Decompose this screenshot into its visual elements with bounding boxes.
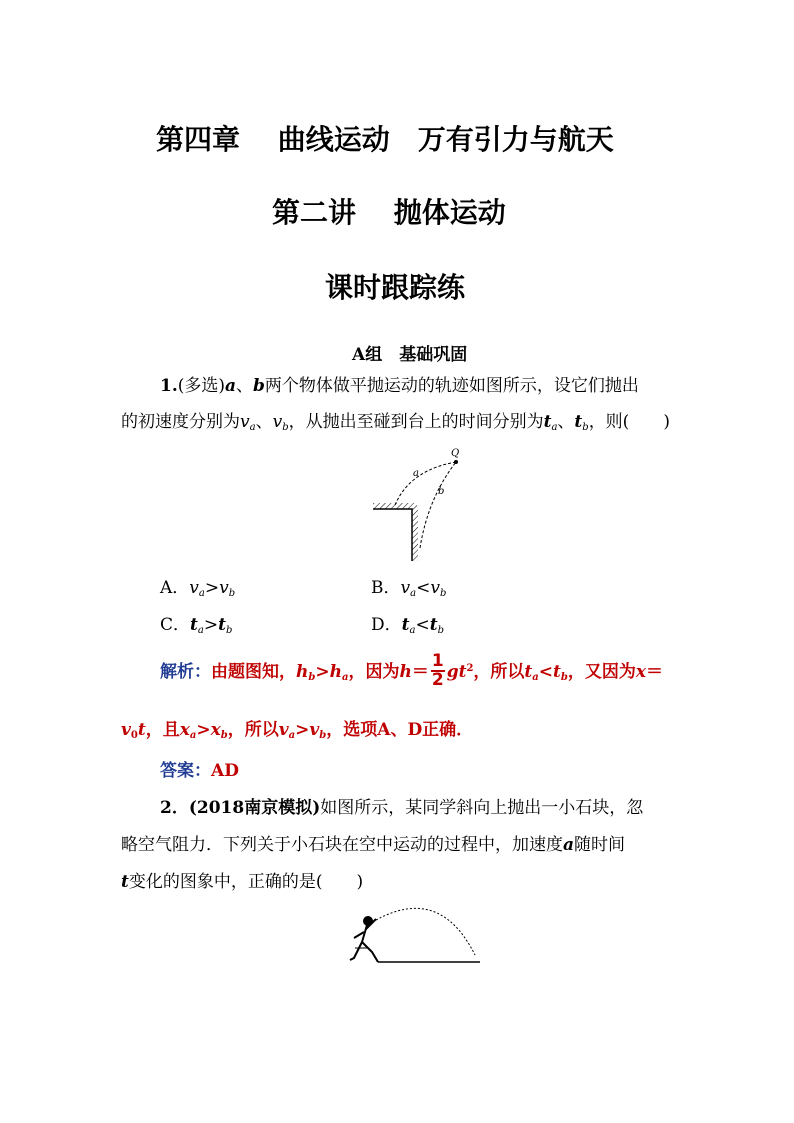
var-gt: gt: [446, 662, 467, 682]
q1-text: 的初速度分别为: [121, 412, 240, 432]
label-b: b: [438, 486, 445, 497]
analysis-text: ，且: [145, 720, 180, 740]
operator: <: [538, 662, 554, 682]
analysis-text: 由题图知，: [211, 662, 296, 682]
var-v: v: [278, 720, 289, 740]
q2-text: 变化的图象中，正确的是( ): [128, 872, 364, 892]
sub-b: b: [282, 422, 289, 433]
label-a: a: [413, 468, 419, 479]
var-x: x: [635, 662, 647, 682]
var-t: t: [121, 872, 129, 892]
q2-text: 略空气阻力．下列关于小石块在空中运动的过程中，加速度: [121, 835, 563, 855]
analysis-text: ，选项A、D正确．: [326, 720, 474, 740]
q1-number: 1.: [160, 376, 178, 396]
var-v: v: [309, 720, 320, 740]
q1-text: ，从抛出至碰到台上的时间分别为: [288, 412, 544, 432]
var-h: h: [296, 662, 309, 682]
q2-number: 2．: [160, 798, 189, 818]
operator: <: [415, 615, 430, 635]
sub-a: a: [342, 672, 349, 683]
var-h: h: [399, 662, 412, 682]
analysis-line2: [121, 722, 473, 741]
var-x: x: [179, 720, 190, 740]
sub-a: a: [409, 625, 416, 636]
analysis-text: ，又因为: [567, 662, 636, 682]
answer-colon: ：: [194, 761, 211, 781]
superscript-2: 2: [466, 663, 474, 674]
platform-edge: [373, 509, 412, 561]
answer-line: [160, 763, 239, 780]
answer-value: AD: [211, 761, 239, 781]
sub-b: b: [560, 672, 568, 683]
sub-a: a: [249, 422, 256, 433]
option-label: A．: [160, 578, 190, 598]
var-a: a: [563, 835, 575, 855]
operator: ＝: [411, 662, 429, 682]
option-label: B．: [371, 578, 401, 598]
option-a[interactable]: [160, 580, 235, 599]
var-v: v: [240, 412, 250, 432]
sub-a: a: [410, 588, 417, 599]
var-t: t: [429, 615, 438, 635]
option-label: C．: [160, 615, 191, 635]
var-a: a: [225, 376, 237, 396]
fraction-denominator: 2: [431, 669, 444, 690]
operator: >: [196, 720, 211, 740]
var-b: b: [253, 376, 265, 396]
fraction-numerator: 1: [431, 650, 444, 671]
var-t: t: [137, 720, 146, 740]
sub-0: 0: [130, 730, 138, 741]
trajectory-a: [395, 462, 456, 505]
option-d[interactable]: [371, 617, 444, 636]
sub-b: b: [220, 730, 228, 741]
q1-text: 两个物体做平抛运动的轨迹如图所示，设它们抛出: [264, 376, 639, 396]
separator: 、: [255, 412, 273, 432]
q2-source: (2018南京模拟): [188, 798, 321, 818]
var-t: t: [401, 615, 410, 635]
var-t: t: [218, 615, 226, 635]
analysis-label: 解析: [160, 662, 194, 682]
fraction-half: [431, 650, 445, 690]
wall-hatch: [412, 509, 418, 561]
sub-b: b: [228, 588, 236, 599]
operator: ＝: [646, 662, 664, 682]
platform-hatch: [373, 503, 417, 509]
group-heading: A组 基础巩固: [352, 345, 468, 365]
sub-a: a: [551, 422, 558, 433]
var-x: x: [210, 720, 221, 740]
analysis-line1: [160, 652, 663, 695]
operator: >: [204, 578, 220, 598]
var-v: v: [189, 578, 199, 598]
q1-line2: [121, 414, 670, 433]
option-b[interactable]: [371, 580, 446, 599]
var-v: v: [430, 578, 440, 598]
var-v: v: [400, 578, 411, 598]
analysis-text: ，所以: [473, 662, 525, 682]
separator: 、: [557, 412, 575, 432]
sub-a: a: [288, 730, 296, 741]
stone-trajectory: [376, 908, 475, 955]
sub-a: a: [532, 672, 539, 683]
var-v: v: [121, 720, 131, 740]
q1-line1: [160, 378, 639, 395]
sub-b: b: [582, 422, 589, 433]
section-title: 课时跟踪练: [325, 271, 466, 304]
operator: <: [416, 578, 431, 598]
q2-text: 随时间: [574, 835, 626, 855]
chapter-title: 第四章 曲线运动 万有引力与航天: [156, 123, 614, 156]
separator: 、: [236, 376, 254, 396]
sub-a: a: [198, 588, 205, 599]
q1-text: ，则( ): [588, 412, 670, 432]
sub-b: b: [439, 588, 447, 599]
thrower-icon: [350, 917, 378, 962]
var-t: t: [553, 662, 561, 682]
q2-line1: [160, 800, 643, 817]
sub-a: a: [197, 625, 204, 636]
q1-tag: (多选): [177, 376, 226, 396]
lecture-title: 第二讲 抛体运动: [272, 196, 506, 229]
sub-b: b: [225, 625, 233, 636]
q2-text: 如图所示，某同学斜向上抛出一小石块，忽: [320, 798, 644, 818]
sub-b: b: [319, 730, 327, 741]
var-t: t: [574, 412, 583, 432]
label-q: Q: [451, 448, 460, 459]
analysis-text: ，所以: [227, 720, 279, 740]
answer-label: 答案: [160, 761, 194, 781]
option-label: D．: [371, 615, 402, 635]
var-v: v: [219, 578, 229, 598]
sub-b: b: [308, 672, 316, 683]
sub-a: a: [189, 730, 197, 741]
var-h: h: [329, 662, 342, 682]
q2-line2: [121, 837, 625, 854]
operator: >: [315, 662, 330, 682]
var-v: v: [272, 412, 283, 432]
sub-b: b: [437, 625, 444, 636]
trajectory-b: [420, 462, 456, 548]
var-t: t: [543, 412, 552, 432]
operator: >: [203, 615, 219, 635]
var-t: t: [190, 615, 198, 635]
analysis-colon: ：: [194, 662, 211, 682]
var-t: t: [524, 662, 533, 682]
option-c[interactable]: [160, 617, 232, 636]
analysis-text: ，因为: [348, 662, 400, 682]
point-q: [454, 460, 458, 464]
operator: >: [295, 720, 310, 740]
q2-line3: [121, 874, 363, 891]
